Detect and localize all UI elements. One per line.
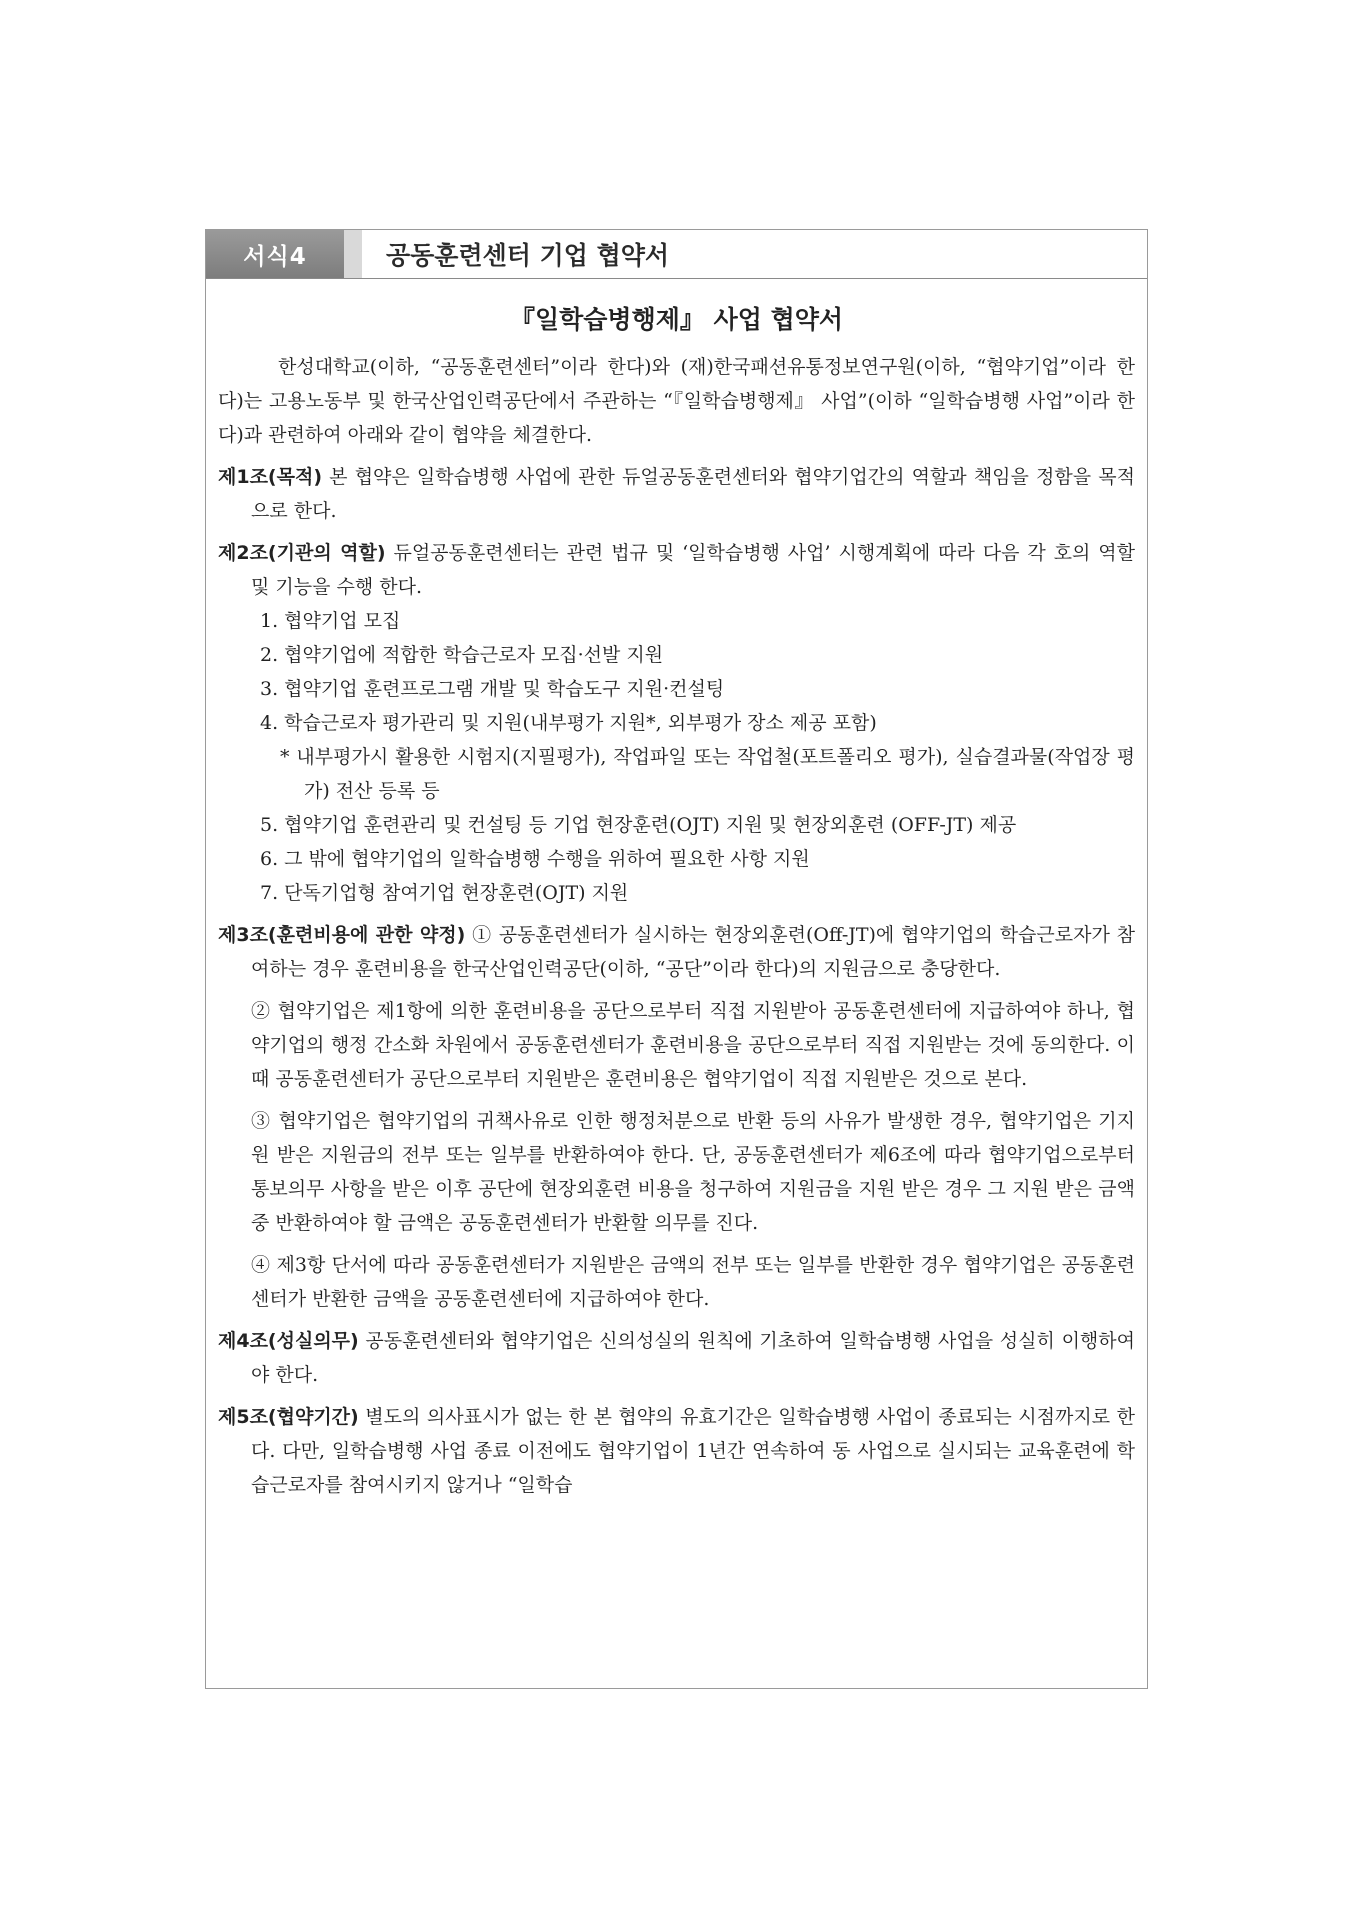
article-3 — [218, 918, 1135, 986]
article-3-paragraph-1: ① 공동훈련센터가 실시하는 현장외훈련(Off-JT)에 협약기업의 학습근로자가 참여하는 경우 훈련비용을 한국산업인력공단(이하, “공단”이라 한다)의 지원금으로 충당한다. — [251, 924, 1135, 980]
article-1-heading: 제1조(목적) — [218, 466, 323, 488]
document-body — [218, 350, 1135, 1510]
form-title: 공동훈련센터 기업 협약서 — [386, 241, 670, 270]
article-2-text: 듀얼공동훈련센터는 관련 법규 및 ‘일학습병행 사업’ 시행계획에 따라 다음 각 호의 역할 및 기능을 수행 한다. — [251, 542, 1135, 598]
article-3-heading: 제3조(훈련비용에 관한 약정) — [218, 924, 466, 946]
list-item: 7. 단독기업형 참여기업 현장훈련(OJT) 지원 — [260, 882, 629, 904]
list-item: 1. 협약기업 모집 — [260, 610, 401, 632]
article-4-heading: 제4조(성실의무) — [218, 1330, 359, 1352]
article-1-text: 본 협약은 일학습병행 사업에 관한 듀얼공동훈련센터와 협약기업간의 역할과 책임을 정함을 목적으로 한다. — [251, 466, 1135, 522]
form-number-tag: 서식4 — [206, 230, 344, 278]
list-item: 6. 그 밖에 협약기업의 일학습병행 수행을 위하여 필요한 사항 지원 — [260, 848, 810, 870]
article-2 — [218, 536, 1135, 910]
article-2-heading: 제2조(기관의 역할) — [218, 542, 386, 564]
document-title: 『일학습병행제』 사업 협약서 — [509, 305, 844, 334]
article-4 — [218, 1324, 1135, 1392]
intro-paragraph: 한성대학교(이하, “공동훈련센터”이라 한다)와 (재)한국패션유통정보연구원(이하, “협약기업”이라 한다)는 고용노동부 및 한국산업인력공단에서 주관하는 “『일학습병행제』 사업”(이하 “일학습병행 사업”이라 한다)과 관련하여 아래와 같이 협약을 체결한다. — [218, 356, 1135, 446]
article-3-paragraph-2: ② 협약기업은 제1항에 의한 훈련비용을 공단으로부터 직접 지원받아 공동훈련센터에 지급하여야 하나, 협약기업의 행정 간소화 차원에서 공동훈련센터가 훈련비용을 공단으로부터 직접 지원받는 것에 동의한다. 이 때 공동훈련센터가 공단으로부터 지원받은 훈련비용은 협약기업이 직접 지원받은 것으로 본다. — [251, 1000, 1135, 1090]
form-tag-accent — [344, 230, 362, 278]
list-item: 2. 협약기업에 적합한 학습근로자 모집·선발 지원 — [260, 644, 664, 666]
list-item: 3. 협약기업 훈련프로그램 개발 및 학습도구 지원·컨설팅 — [260, 678, 725, 700]
article-2-list — [218, 604, 1135, 910]
article-5-text: 별도의 의사표시가 없는 한 본 협약의 유효기간은 일학습병행 사업이 종료되는 시점까지로 한다. 다만, 일학습병행 사업 종료 이전에도 협약기업이 1년간 연속하여 동 사업으로 실시되는 교육훈련에 학습근로자를 참여시키지 않거나 “일학습 — [251, 1406, 1135, 1496]
list-item: 4. 학습근로자 평가관리 및 지원(내부평가 지원*, 외부평가 장소 제공 포함) — [260, 712, 877, 734]
article-5-heading: 제5조(협약기간) — [218, 1406, 359, 1428]
article-4-text: 공동훈련센터와 협약기업은 신의성실의 원칙에 기초하여 일학습병행 사업을 성실히 이행하여야 한다. — [251, 1330, 1135, 1386]
document-frame — [205, 229, 1148, 1689]
form-header — [206, 230, 1147, 279]
article-3-paragraph-4: ④ 제3항 단서에 따라 공동훈련센터가 지원받은 금액의 전부 또는 일부를 반환한 경우 협약기업은 공동훈련센터가 반환한 금액을 공동훈련센터에 지급하여야 한다. — [251, 1254, 1135, 1310]
list-item: 5. 협약기업 훈련관리 및 컨설팅 등 기업 현장훈련(OJT) 지원 및 현장외훈련 (OFF-JT) 제공 — [260, 814, 1017, 836]
article-3-paragraph-3: ③ 협약기업은 협약기업의 귀책사유로 인한 행정처분으로 반환 등의 사유가 발생한 경우, 협약기업은 기지원 받은 지원금의 전부 또는 일부를 반환하여야 한다. 단, 공동훈련센터가 제6조에 따라 협약기업으로부터 통보의무 사항을 받은 이후 공단에 현장외훈련 비용을 청구하여 지원금을 지원 받은 경우 그 지원 받은 금액 중 반환하여야 할 금액은 공동훈련센터가 반환할 의무를 진다. — [251, 1110, 1135, 1234]
article-5 — [218, 1400, 1135, 1502]
article-1 — [218, 460, 1135, 528]
list-footnote: * 내부평가시 활용한 시험지(지필평가), 작업파일 또는 작업철(포트폴리오 평가), 실습결과물(작업장 평가) 전산 등록 등 — [280, 746, 1135, 802]
